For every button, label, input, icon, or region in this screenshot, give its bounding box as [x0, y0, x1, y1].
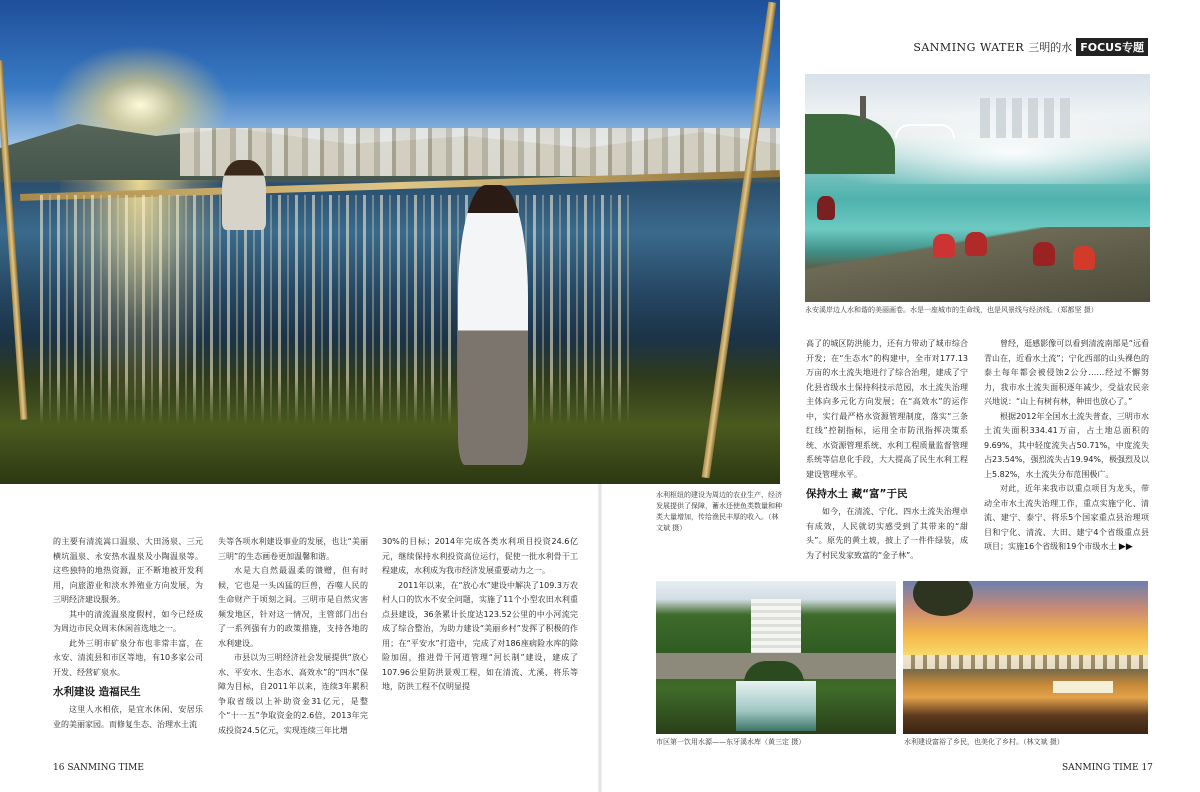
header-english: SANMING WATER: [913, 40, 1025, 54]
paragraph: 曾经，逛感影像可以看到清流南部是“远看青山在，近看水土流”；宁化西部的山头裸色的泰土每年都会被侵蚀2公分……经过不懈努力，我市水土流失面积逐年减少，受益农民亲兴地说：“山上有树有林，种田也放心了。”: [984, 339, 1149, 406]
dam-photo: [656, 581, 896, 734]
paragraph: 如今，在清流、宁化、四水土流失治理卓有成效，人民就切实感受到了其带来的“甜头”。原先的黄土坡，披上了一件件绿装，成为了村民发家致富的“金子林”。: [806, 507, 968, 560]
paragraph: 30%的目标；2014年完成各类水利项目投资24.6亿元，继续保持水利投资高位运行，促使一批水利骨干工程建成，水利成为我市经济发展重要动力之一。: [382, 537, 578, 575]
dam-caption: 市区第一饮用水源——东牙溪水库（黄三定 摄）: [656, 738, 806, 746]
continue-arrow-icon: ▶▶: [1118, 542, 1133, 552]
paragraph: 失等各项水利建设事业的发展，也让“美丽三明”的生态画卷更加温馨和谐。: [218, 537, 368, 561]
river-person: [1073, 246, 1095, 270]
paragraph: 根据2012年全国水土流失普查，三明市水土流失面积334.41万亩，占土地总面积的9.69%，其中轻度流失占50.71%，中度流失占23.54%，强烈流失占19.94%，极强烈及以上5.82%，水土流失分布范围极广。: [984, 411, 1150, 479]
hero-fisherwoman: [458, 185, 528, 465]
left-column-1: [53, 535, 203, 732]
focus-badge: FOCUS专题: [1076, 38, 1148, 56]
paragraph: 市县以为三明经济社会发展提供“放心水、平安水、生态水、高效水”的“四水”保障为目标，自2011年以来，连续3年累积争取省级以上补助资金31亿元，是整个“十一五”争取资金的2.6倍，2013年完成投资24.5亿元，实现连续三年比增: [218, 653, 368, 735]
sunset-caption: 水利建设富裕了乡民，也美化了乡村。（林文斌 摄）: [904, 738, 1064, 746]
sunset-photo: [903, 581, 1148, 734]
river-pagoda: [860, 96, 866, 122]
right-column-1: [806, 337, 968, 563]
paragraph: 高了的城区防洪能力，还有力带动了城市综合开发；在“生态水”的构建中，全市对177.13万亩的水土流失地进行了综合治理，建成了宁化县省级水土保持科技示范园，水土流失治理主体向多元化方向发展；在“高效水”的运作中，实行最严格水资源管理制度，落实“三条红线”控制指标，运用全市防汛指挥决策系统、水资源管理系统、水利工程质量监督管理系统等信息化手段，大大提高了民生水利工程建设管理水平。: [806, 339, 968, 479]
hero-fisherman: [222, 160, 266, 230]
paragraph: 这里人水相依，是宜水休闲、安居乐业的美丽家园。而修复生态、治理水土流: [53, 705, 203, 729]
paragraph: 2011年以来，在“放心水”建设中解决了109.3万农村人口的饮水不安全问题，实施了11个小型农田水利重点县建设，36条累计长度达123.52公里的中小河流完成了综合整治，为助力建设“美丽乡村”发挥了积极的作用；在“平安水”打造中，完成了对186座病险水库的除险加固，推进骨干河道管理“河长制”建设，建成了107.96公里防洪景观工程，如在清流、尤溪、将乐等地，防洪工程不仅明显提: [382, 580, 578, 691]
river-bridge: [895, 124, 955, 138]
river-person: [965, 232, 987, 256]
river-person: [933, 234, 955, 258]
section-header: [913, 38, 1148, 56]
left-column-3: [382, 535, 578, 695]
sunset-weir: [1053, 681, 1113, 693]
hero-left-pole: [0, 60, 28, 420]
paragraph: 的主要有清流嵩口温泉、大田汤泉、三元横坑温泉、永安热水温泉及小陶温泉等。这些独特的地热资源，正不断地被开发利用，向旅游业和淡水养殖业方向发展，为三明经济建设服务。: [53, 537, 203, 604]
hero-photo-fishing-nets: [0, 0, 780, 484]
paragraph-text: 对此，近年来我市以重点项目为龙头，带动全市水土流失治理工作，重点实施宁化、清流、建宁、泰宁、将乐5个国家重点县治理项目和宁化、清流、大田、建宁4个省级重点县项目；实施16个省级和19个市级水土: [984, 484, 1149, 551]
dam-waterfall: [736, 681, 816, 731]
paragraph: 水是大自然最温柔的馈赠，但有时候，它也是一头凶猛的巨兽，吞噬人民的生命财产于顷刻之间。三明市是自然灾害频发地区，针对这一情况，主管部门出台了一系列强有力的政策措施，支持各地的水利建设。: [218, 566, 368, 648]
river-person: [1033, 242, 1055, 266]
sunset-town: [903, 655, 1148, 669]
header-chinese: 三明的水: [1028, 41, 1073, 54]
dam-arch-bridge: [656, 653, 896, 679]
hero-hanging-nets: [40, 195, 630, 425]
river-photo: [805, 74, 1150, 302]
river-buildings: [980, 98, 1070, 138]
paragraph: [984, 482, 1149, 555]
sunset-tree: [913, 581, 973, 616]
river-person: [817, 196, 835, 220]
left-page-number: 16 SANMING TIME: [53, 763, 144, 773]
hero-town: [180, 128, 780, 176]
hero-caption: 水利枢纽的建设为周边的农业生产、经济发展提供了保障，蓄水还使鱼类数量和种类大量增加，传给渔民丰厚的收入。（林文斌 摄）: [656, 491, 782, 532]
river-caption: 永安溪岸边人水和谐的美丽画卷。水是一座城市的生命线，也是风景线与经济线。（郑都坚 摄）: [805, 306, 1098, 314]
subheading-soil-conservation: 保持水土 藏“富”于民: [806, 488, 908, 500]
dam-wall: [751, 599, 801, 654]
right-page-number: SANMING TIME 17: [1062, 763, 1153, 773]
subheading-water-conservancy: 水利建设 造福民生: [53, 686, 141, 698]
hero-right-pole: [702, 2, 777, 478]
paragraph: 其中的清流温泉度假村，如今已经成为周边市民众周末休闲首选地之一。: [53, 609, 203, 633]
left-column-2: [218, 535, 368, 738]
paragraph: 此外三明市矿泉分布也非常丰富，在永安、清流县和市区等地，有10多家公司开发、经营矿泉水。: [53, 638, 203, 677]
right-column-2: [984, 337, 1149, 555]
